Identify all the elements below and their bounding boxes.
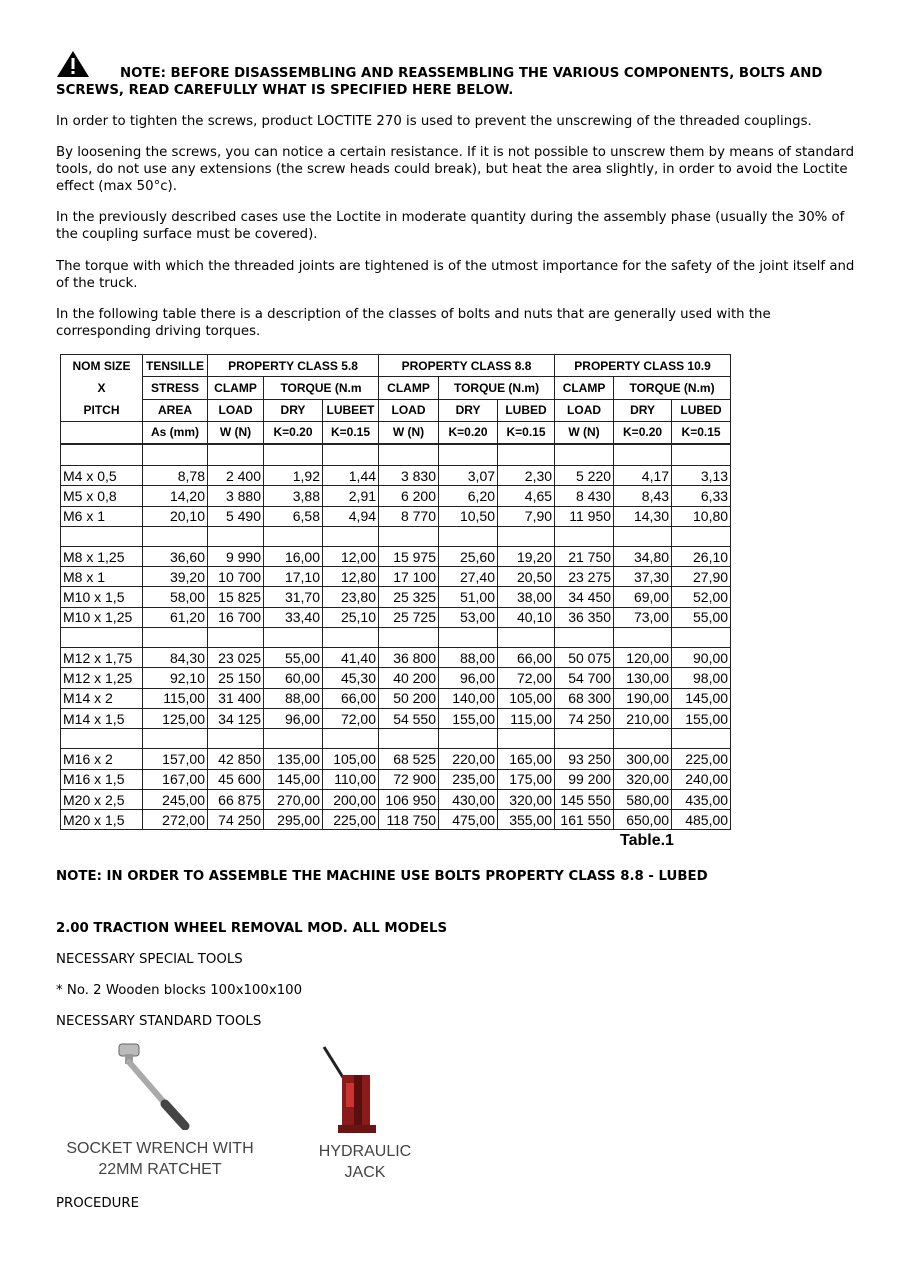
table-cell: 52,00 — [672, 587, 731, 607]
header-k020-58: K=0.20 — [264, 422, 323, 444]
table-cell: 72,00 — [323, 708, 379, 728]
table-cell: 320,00 — [614, 769, 672, 789]
table-cell: 320,00 — [498, 789, 555, 809]
table-cell: 165,00 — [498, 749, 555, 769]
table-cell: 74 250 — [208, 810, 264, 830]
table-cell: 270,00 — [264, 789, 323, 809]
hydraulic-jack-label-line1: HYDRAULIC — [318, 1143, 412, 1160]
table-cell: 36 800 — [379, 648, 439, 668]
table-cell-empty — [264, 526, 323, 546]
table-spacer-row — [61, 444, 731, 466]
table-cell: 190,00 — [614, 688, 672, 708]
table-cell: 25,60 — [439, 546, 498, 566]
table-cell-size: M5 x 0,8 — [61, 486, 143, 506]
table-cell: 50 075 — [555, 648, 614, 668]
table-cell: 175,00 — [498, 769, 555, 789]
table-cell: 96,00 — [264, 708, 323, 728]
socket-wrench-icon — [115, 1040, 195, 1130]
table-cell: 3 830 — [379, 466, 439, 486]
table-cell: 10 700 — [208, 567, 264, 587]
table-cell: 12,00 — [323, 546, 379, 566]
table-cell-empty — [61, 444, 143, 466]
table-cell: 60,00 — [264, 668, 323, 688]
table-cell: 235,00 — [439, 769, 498, 789]
hydraulic-jack-label-line2: JACK — [344, 1164, 386, 1181]
table-cell-empty — [61, 628, 143, 648]
hydraulic-jack-icon — [320, 1045, 382, 1135]
header-class-88: PROPERTY CLASS 8.8 — [379, 355, 555, 377]
table-cell-empty — [614, 444, 672, 466]
table-cell-size: M8 x 1 — [61, 567, 143, 587]
header-dry-58: DRY — [264, 399, 323, 421]
table-cell: 272,00 — [143, 810, 208, 830]
table-cell: 145 550 — [555, 789, 614, 809]
table-cell: 4,94 — [323, 506, 379, 526]
header-k015-88: K=0.15 — [498, 422, 555, 444]
table-cell: 42 850 — [208, 749, 264, 769]
header-nom-size-l2: X — [97, 381, 106, 395]
table-cell-empty — [143, 526, 208, 546]
table-cell: 6,58 — [264, 506, 323, 526]
table-cell: 15 825 — [208, 587, 264, 607]
header-lubed-109: LUBED — [672, 399, 731, 421]
table-cell: 72 900 — [379, 769, 439, 789]
table-cell-empty — [143, 444, 208, 466]
header-lubeet-58: LUBEET — [323, 399, 379, 421]
table-cell-empty — [264, 628, 323, 648]
table-cell-empty — [323, 729, 379, 749]
table-cell-empty — [208, 526, 264, 546]
table-cell: 200,00 — [323, 789, 379, 809]
table-cell-empty — [323, 628, 379, 648]
table-cell: 10,50 — [439, 506, 498, 526]
tool-label-socket-wrench — [55, 1138, 265, 1180]
table-cell-size: M16 x 1,5 — [61, 769, 143, 789]
header-nom-size-l3: PITCH — [83, 403, 120, 417]
table-cell: 40 200 — [379, 668, 439, 688]
paragraph-table-intro: In the following table there is a description of the classes of bolts and nuts that are generally used with the corresponding driving torques. — [56, 307, 771, 339]
table-cell: 27,40 — [439, 567, 498, 587]
paragraph-loosening: By loosening the screws, you can notice a certain resistance. If it is not possible to unscrew them by means of standard tools, do not use any extensions (the screw heads could break), but heat the area slightly, in order to avoid the Loctite effect (max 50°c). — [56, 145, 855, 194]
table-cell-empty — [672, 628, 731, 648]
table-cell: 4,17 — [614, 466, 672, 486]
table-cell: 92,10 — [143, 668, 208, 688]
table-cell-empty — [614, 729, 672, 749]
warning-text: NOTE: BEFORE DISASSEMBLING AND REASSEMBLING THE VARIOUS COMPONENTS, BOLTS AND SCREWS, READ CAREFULLY WHAT IS SPECIFIED HERE BELOW. — [56, 66, 823, 98]
table-cell: 3,88 — [264, 486, 323, 506]
table-cell-empty — [208, 729, 264, 749]
header-clamp-88: CLAMP — [379, 377, 439, 399]
table-cell: 39,20 — [143, 567, 208, 587]
table-cell-empty — [379, 729, 439, 749]
header-dry-109: DRY — [614, 399, 672, 421]
header-tensile-2: STRESS — [143, 377, 208, 399]
table-cell: 145,00 — [672, 688, 731, 708]
table-cell: 31,70 — [264, 587, 323, 607]
table-cell-size: M10 x 1,5 — [61, 587, 143, 607]
table-cell: 650,00 — [614, 810, 672, 830]
table-cell-empty — [439, 628, 498, 648]
header-k020-88: K=0.20 — [439, 422, 498, 444]
socket-wrench-label-line1: SOCKET WRENCH WITH — [66, 1140, 254, 1157]
table-cell: 17,10 — [264, 567, 323, 587]
header-class-109: PROPERTY CLASS 10.9 — [555, 355, 731, 377]
table-cell: 8 430 — [555, 486, 614, 506]
table-cell-empty — [498, 729, 555, 749]
table-cell: 54 700 — [555, 668, 614, 688]
table-cell: 23,80 — [323, 587, 379, 607]
table-cell: 40,10 — [498, 607, 555, 627]
table-cell: 12,80 — [323, 567, 379, 587]
table-cell: 5 490 — [208, 506, 264, 526]
table-cell: 45,30 — [323, 668, 379, 688]
special-tools-label: NECESSARY SPECIAL TOOLS — [56, 952, 243, 967]
header-class-58: PROPERTY CLASS 5.8 — [208, 355, 379, 377]
table-body — [61, 444, 731, 830]
header-tensile-4: As (mm) — [143, 422, 208, 444]
table-cell-empty — [61, 526, 143, 546]
table-cell: 25,10 — [323, 607, 379, 627]
table-cell: 135,00 — [264, 749, 323, 769]
table-cell: 11 950 — [555, 506, 614, 526]
header-torque-88: TORQUE (N.m) — [439, 377, 555, 399]
table-cell: 90,00 — [672, 648, 731, 668]
table-cell: 72,00 — [498, 668, 555, 688]
table-cell: 430,00 — [439, 789, 498, 809]
header-torque-58: TORQUE (N.m — [264, 377, 379, 399]
table-cell-size: M14 x 2 — [61, 688, 143, 708]
torque-table-wrapper — [60, 354, 730, 830]
table-cell: 36 350 — [555, 607, 614, 627]
table-cell: 93 250 — [555, 749, 614, 769]
table-row — [61, 567, 731, 587]
table-cell: 295,00 — [264, 810, 323, 830]
table-cell: 37,30 — [614, 567, 672, 587]
table-cell: 240,00 — [672, 769, 731, 789]
socket-wrench-label-line2: 22MM RATCHET — [98, 1161, 222, 1178]
table-cell-size: M20 x 1,5 — [61, 810, 143, 830]
table-cell: 16 700 — [208, 607, 264, 627]
table-row — [61, 688, 731, 708]
table-row — [61, 749, 731, 769]
table-cell: 21 750 — [555, 546, 614, 566]
paragraph-loctite: In order to tighten the screws, product LOCTITE 270 is used to prevent the unscrewing of the threaded couplings. — [56, 114, 812, 129]
table-cell-empty — [264, 729, 323, 749]
table-cell: 7,90 — [498, 506, 555, 526]
table-cell: 33,40 — [264, 607, 323, 627]
header-empty — [61, 422, 143, 444]
table-cell: 98,00 — [672, 668, 731, 688]
table-cell: 41,40 — [323, 648, 379, 668]
table-cell: 130,00 — [614, 668, 672, 688]
table-row — [61, 466, 731, 486]
table-cell-empty — [323, 526, 379, 546]
table-cell-size: M12 x 1,75 — [61, 648, 143, 668]
special-tools-item: * No. 2 Wooden blocks 100x100x100 — [56, 983, 303, 998]
table-cell: 355,00 — [498, 810, 555, 830]
table-cell-empty — [498, 526, 555, 546]
table-cell: 105,00 — [323, 749, 379, 769]
table-cell: 20,50 — [498, 567, 555, 587]
header-tensile-1: TENSILLE — [143, 355, 208, 377]
header-dry-88: DRY — [439, 399, 498, 421]
table-cell: 25 150 — [208, 668, 264, 688]
table-cell: 74 250 — [555, 708, 614, 728]
table-row — [61, 486, 731, 506]
table-cell-empty — [264, 444, 323, 466]
table-cell: 110,00 — [323, 769, 379, 789]
table-spacer-row — [61, 526, 731, 546]
table-cell-size: M20 x 2,5 — [61, 789, 143, 809]
table-cell: 26,10 — [672, 546, 731, 566]
table-header — [61, 355, 731, 444]
table-cell: 300,00 — [614, 749, 672, 769]
header-load-88: LOAD — [379, 399, 439, 421]
table-cell: 485,00 — [672, 810, 731, 830]
header-clamp-109: CLAMP — [555, 377, 614, 399]
table-cell-size: M16 x 2 — [61, 749, 143, 769]
table-cell: 4,65 — [498, 486, 555, 506]
table-cell: 1,92 — [264, 466, 323, 486]
table-cell-empty — [439, 444, 498, 466]
table-cell: 27,90 — [672, 567, 731, 587]
table-cell: 475,00 — [439, 810, 498, 830]
table-row — [61, 506, 731, 526]
table-cell: 140,00 — [439, 688, 498, 708]
table-cell: 6,33 — [672, 486, 731, 506]
table-row — [61, 607, 731, 627]
table-cell-empty — [498, 444, 555, 466]
table-cell: 220,00 — [439, 749, 498, 769]
header-k015-58: K=0.15 — [323, 422, 379, 444]
table-cell: 25 725 — [379, 607, 439, 627]
table-cell-size: M14 x 1,5 — [61, 708, 143, 728]
table-cell-empty — [672, 729, 731, 749]
table-cell-empty — [555, 729, 614, 749]
header-load-58: LOAD — [208, 399, 264, 421]
table-cell: 3,07 — [439, 466, 498, 486]
table-cell: 84,30 — [143, 648, 208, 668]
table-spacer-row — [61, 628, 731, 648]
table-cell: 38,00 — [498, 587, 555, 607]
procedure-label: PROCEDURE — [56, 1196, 140, 1211]
table-cell: 8,78 — [143, 466, 208, 486]
table-cell-size: M8 x 1,25 — [61, 546, 143, 566]
table-cell: 14,20 — [143, 486, 208, 506]
table-cell: 45 600 — [208, 769, 264, 789]
table-cell-empty — [614, 526, 672, 546]
table-cell: 23 275 — [555, 567, 614, 587]
header-w-88: W (N) — [379, 422, 439, 444]
table-cell: 3,13 — [672, 466, 731, 486]
table-cell: 15 975 — [379, 546, 439, 566]
table-cell-empty — [379, 628, 439, 648]
header-k015-109: K=0.15 — [672, 422, 731, 444]
table-row — [61, 769, 731, 789]
table-cell-empty — [614, 628, 672, 648]
table-cell-size: M6 x 1 — [61, 506, 143, 526]
table-cell-empty — [208, 444, 264, 466]
table-cell: 145,00 — [264, 769, 323, 789]
table-cell: 36,60 — [143, 546, 208, 566]
table-cell: 88,00 — [264, 688, 323, 708]
table-row — [61, 708, 731, 728]
paragraph-quantity: In the previously described cases use the Loctite in moderate quantity during the assembly phase (usually the 30% of the coupling surface must be covered). — [56, 210, 845, 242]
table-cell: 1,44 — [323, 466, 379, 486]
table-cell: 155,00 — [439, 708, 498, 728]
table-cell: 16,00 — [264, 546, 323, 566]
table-cell: 20,10 — [143, 506, 208, 526]
table-cell: 2,30 — [498, 466, 555, 486]
table-cell: 31 400 — [208, 688, 264, 708]
table-cell: 54 550 — [379, 708, 439, 728]
table-cell-empty — [672, 526, 731, 546]
table-caption: Table.1 — [620, 832, 674, 849]
table-cell-empty — [498, 628, 555, 648]
header-load-109: LOAD — [555, 399, 614, 421]
table-cell: 99 200 — [555, 769, 614, 789]
table-cell: 115,00 — [498, 708, 555, 728]
table-cell: 19,20 — [498, 546, 555, 566]
table-cell: 34,80 — [614, 546, 672, 566]
table-cell: 118 750 — [379, 810, 439, 830]
table-cell: 2,91 — [323, 486, 379, 506]
tool-label-hydraulic-jack — [300, 1141, 430, 1183]
table-cell: 9 990 — [208, 546, 264, 566]
table-cell-size: M4 x 0,5 — [61, 466, 143, 486]
table-cell: 50 200 — [379, 688, 439, 708]
header-lubed-88: LUBED — [498, 399, 555, 421]
table-cell: 61,20 — [143, 607, 208, 627]
table-cell: 68 300 — [555, 688, 614, 708]
table-cell-empty — [143, 729, 208, 749]
table-cell: 55,00 — [264, 648, 323, 668]
table-cell: 161 550 — [555, 810, 614, 830]
table-cell: 210,00 — [614, 708, 672, 728]
table-cell: 105,00 — [498, 688, 555, 708]
table-cell: 17 100 — [379, 567, 439, 587]
table-cell: 3 880 — [208, 486, 264, 506]
header-k020-109: K=0.20 — [614, 422, 672, 444]
table-cell: 55,00 — [672, 607, 731, 627]
table-cell-empty — [208, 628, 264, 648]
table-cell: 106 950 — [379, 789, 439, 809]
section-title: 2.00 TRACTION WHEEL REMOVAL MOD. ALL MODELS — [56, 921, 448, 936]
table-cell: 167,00 — [143, 769, 208, 789]
table-cell-empty — [323, 444, 379, 466]
table-cell-empty — [555, 526, 614, 546]
table-row — [61, 789, 731, 809]
table-cell: 66,00 — [323, 688, 379, 708]
table-cell: 8 770 — [379, 506, 439, 526]
header-torque-109: TORQUE (N.m) — [614, 377, 731, 399]
table-spacer-row — [61, 729, 731, 749]
table-cell: 245,00 — [143, 789, 208, 809]
table-cell: 10,80 — [672, 506, 731, 526]
table-row — [61, 587, 731, 607]
table-cell: 34 125 — [208, 708, 264, 728]
table-row — [61, 810, 731, 830]
table-cell: 23 025 — [208, 648, 264, 668]
table-row — [61, 648, 731, 668]
table-row — [61, 546, 731, 566]
torque-table — [60, 354, 731, 830]
header-w-58: W (N) — [208, 422, 264, 444]
table-cell: 53,00 — [439, 607, 498, 627]
table-cell: 157,00 — [143, 749, 208, 769]
table-cell-empty — [555, 628, 614, 648]
table-cell: 115,00 — [143, 688, 208, 708]
table-cell: 155,00 — [672, 708, 731, 728]
table-cell-size: M12 x 1,25 — [61, 668, 143, 688]
header-nom-size-l1: NOM SIZE — [72, 359, 131, 373]
table-cell: 69,00 — [614, 587, 672, 607]
table-cell: 96,00 — [439, 668, 498, 688]
table-cell: 580,00 — [614, 789, 672, 809]
table-cell: 6 200 — [379, 486, 439, 506]
table-cell: 2 400 — [208, 466, 264, 486]
table-cell-empty — [555, 444, 614, 466]
table-cell: 88,00 — [439, 648, 498, 668]
table-cell: 6,20 — [439, 486, 498, 506]
table-cell: 58,00 — [143, 587, 208, 607]
header-nom-size — [61, 355, 143, 422]
table-cell-empty — [143, 628, 208, 648]
table-cell: 25 325 — [379, 587, 439, 607]
table-cell: 34 450 — [555, 587, 614, 607]
table-cell: 68 525 — [379, 749, 439, 769]
standard-tools-label: NECESSARY STANDARD TOOLS — [56, 1014, 262, 1029]
table-row — [61, 668, 731, 688]
note-bolts: NOTE: IN ORDER TO ASSEMBLE THE MACHINE USE BOLTS PROPERTY CLASS 8.8 - LUBED — [56, 869, 708, 884]
table-cell: 66 875 — [208, 789, 264, 809]
header-w-109: W (N) — [555, 422, 614, 444]
table-cell-empty — [439, 526, 498, 546]
table-cell: 125,00 — [143, 708, 208, 728]
header-clamp-58: CLAMP — [208, 377, 264, 399]
table-cell: 51,00 — [439, 587, 498, 607]
table-cell: 66,00 — [498, 648, 555, 668]
table-cell: 14,30 — [614, 506, 672, 526]
table-cell-size: M10 x 1,25 — [61, 607, 143, 627]
table-cell: 120,00 — [614, 648, 672, 668]
table-cell: 8,43 — [614, 486, 672, 506]
table-cell: 5 220 — [555, 466, 614, 486]
table-cell: 225,00 — [672, 749, 731, 769]
paragraph-torque-importance: The torque with which the threaded joints are tightened is of the utmost importance for the safety of the joint itself and of the truck. — [56, 259, 855, 291]
table-cell: 435,00 — [672, 789, 731, 809]
table-cell: 225,00 — [323, 810, 379, 830]
header-tensile-3: AREA — [143, 399, 208, 421]
table-cell-empty — [379, 444, 439, 466]
table-cell-empty — [439, 729, 498, 749]
table-cell: 73,00 — [614, 607, 672, 627]
table-cell-empty — [61, 729, 143, 749]
table-cell-empty — [379, 526, 439, 546]
table-cell-empty — [672, 444, 731, 466]
